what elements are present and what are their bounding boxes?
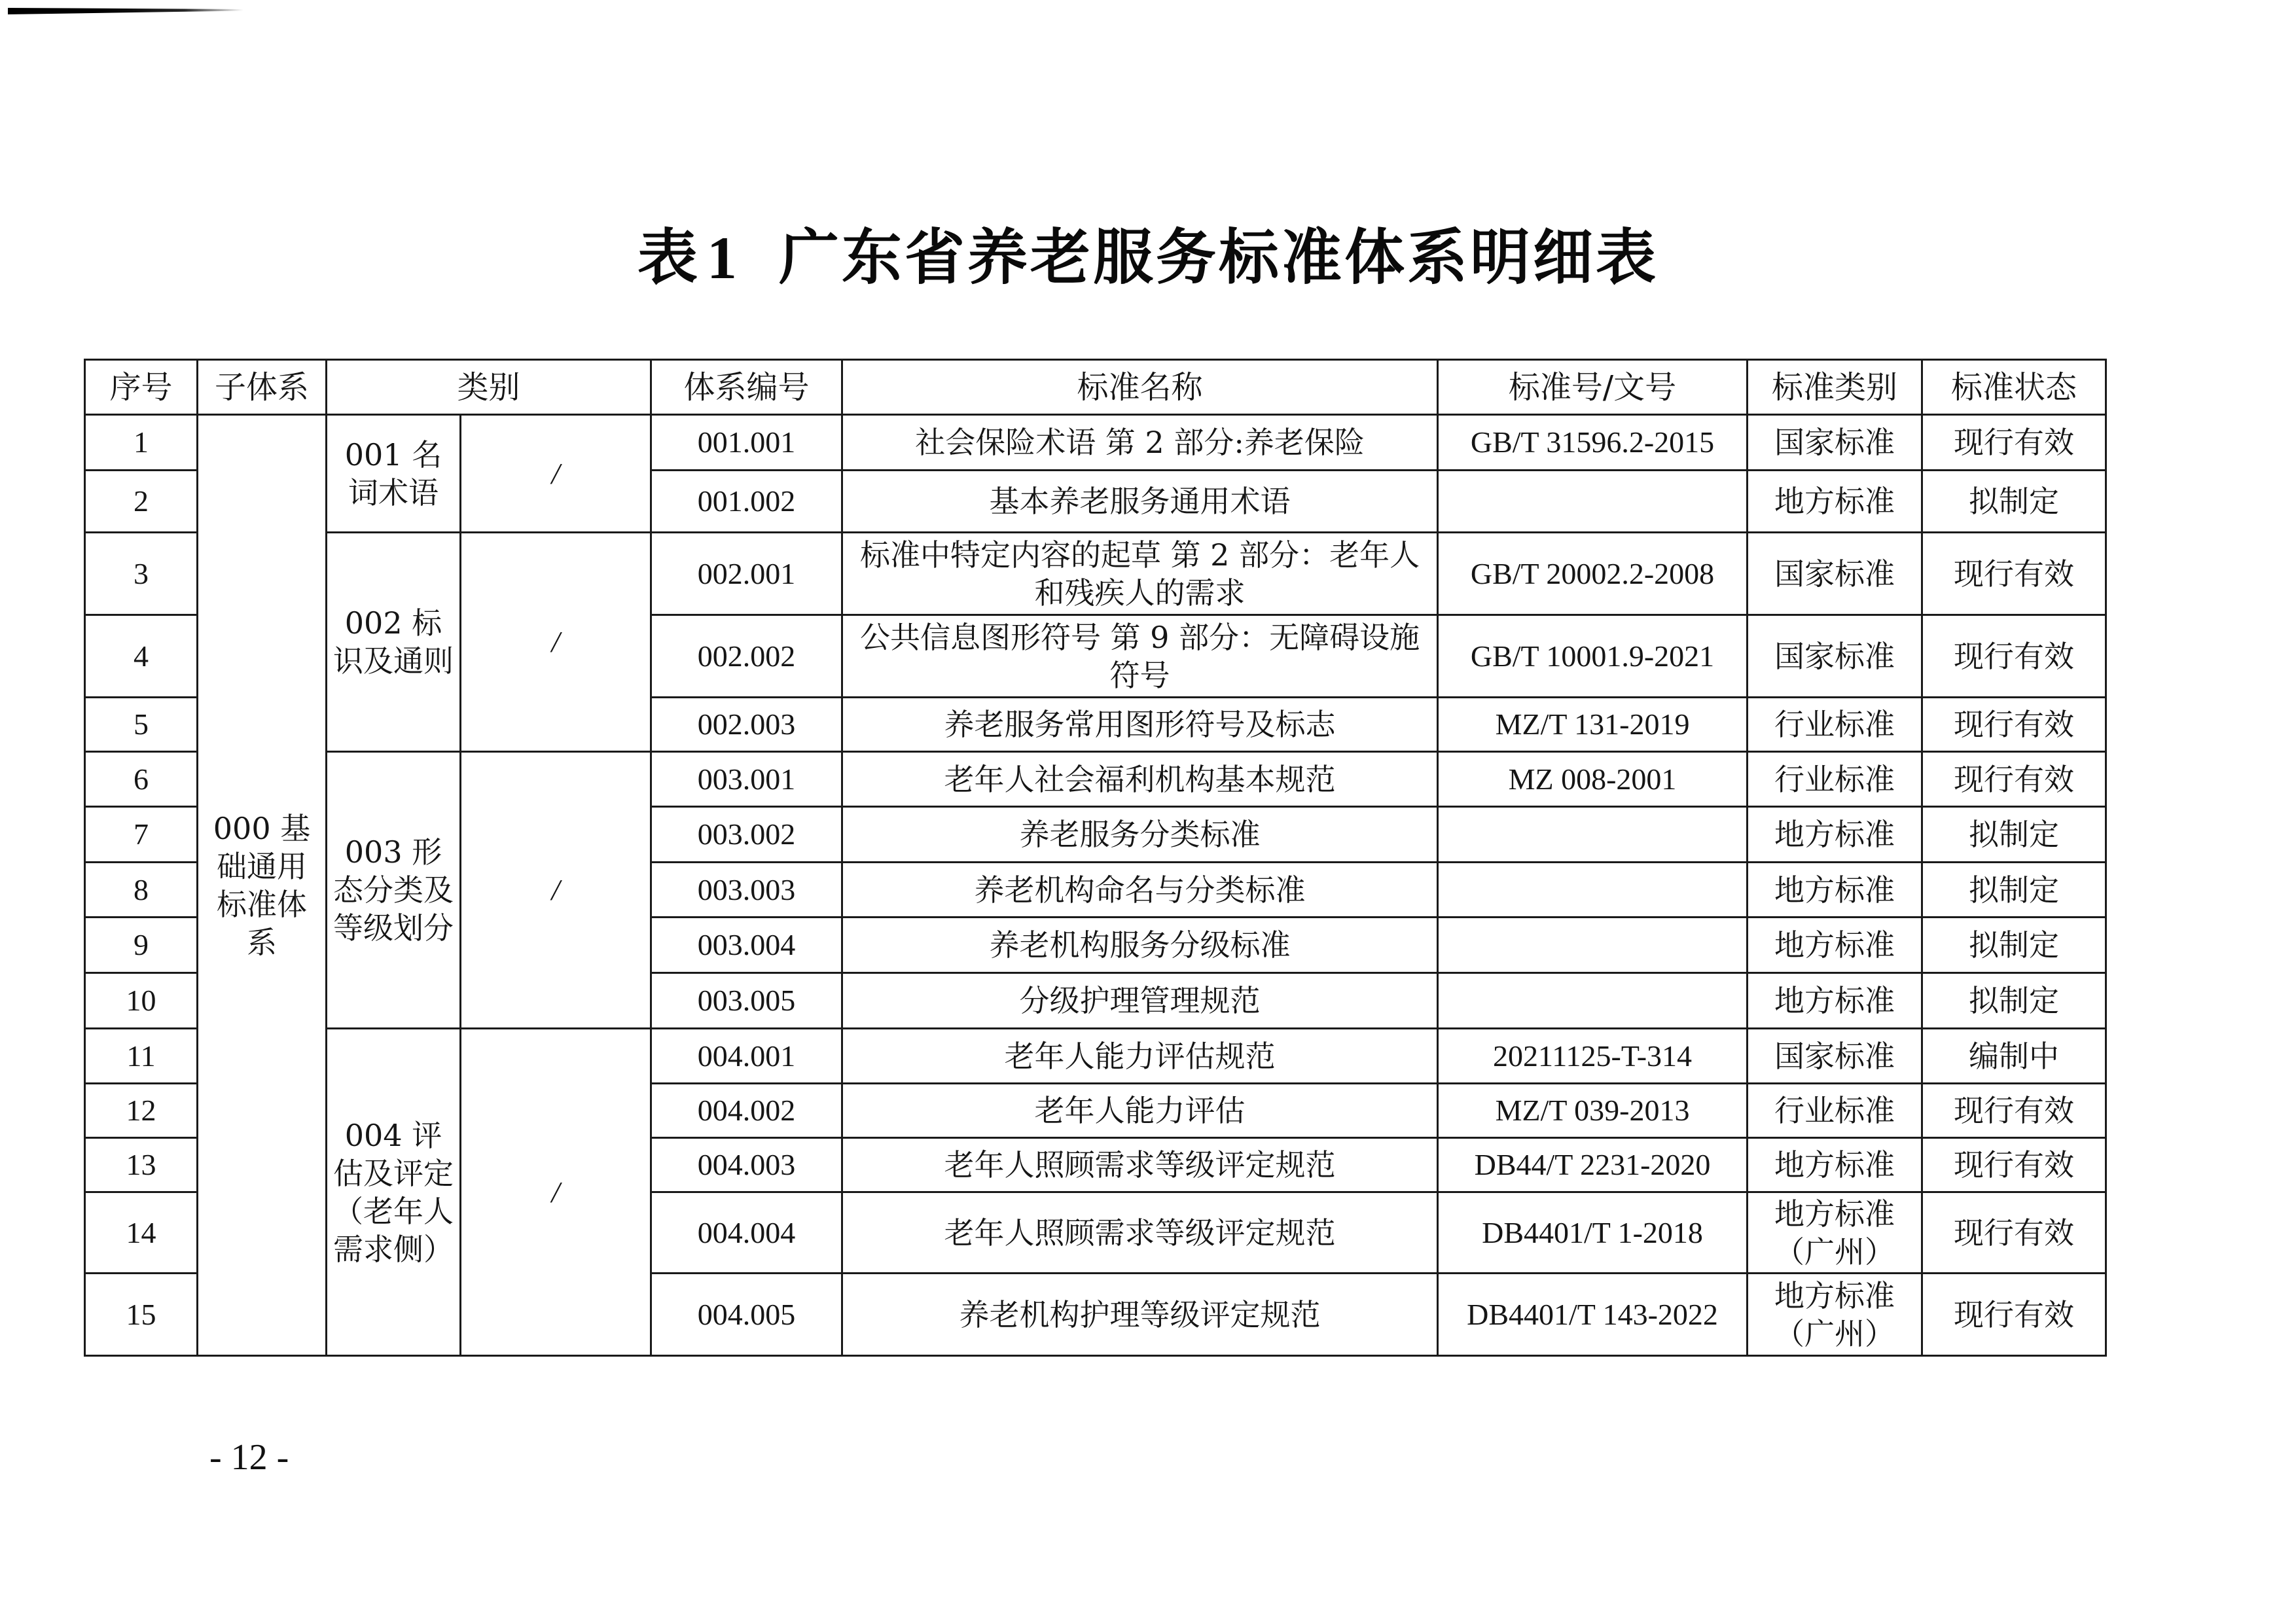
cell-name: 养老机构服务分级标准 [842,918,1438,973]
cell-code: 001.001 [651,415,842,471]
cell-standard-no: MZ/T 131-2019 [1438,698,1748,752]
cell-type: 地方标准 [1748,1138,1922,1192]
cell-status: 现行有效 [1922,1138,2106,1192]
cell-name: 公共信息图形符号 第 9 部分：无障碍设施符号 [842,615,1438,698]
cell-standard-no: GB/T 10001.9-2021 [1438,615,1748,698]
cell-name: 老年人社会福利机构基本规范 [842,752,1438,807]
cell-subcategory: / [461,533,651,752]
cell-standard-no [1438,918,1748,973]
cell-seq: 4 [85,615,198,698]
cell-seq: 6 [85,752,198,807]
cell-type: 地方标准 [1748,863,1922,918]
cell-standard-no [1438,863,1748,918]
cell-status: 现行有效 [1922,615,2106,698]
cell-name: 养老服务分类标准 [842,807,1438,863]
title-text: 广东省养老服务标准体系明细表 [779,223,1659,293]
title-number: 1 [707,224,740,291]
cell-seq: 7 [85,807,198,863]
cell-seq: 11 [85,1029,198,1084]
cell-name: 养老机构命名与分类标准 [842,863,1438,918]
cell-category: 003 形态分类及等级划分 [327,752,461,1029]
scan-edge-mark [8,8,243,14]
table-row [85,533,2106,615]
cell-standard-no: DB4401/T 143-2022 [1438,1274,1748,1356]
cell-code: 002.003 [651,698,842,752]
table-row [85,1029,2106,1084]
cell-code: 004.004 [651,1192,842,1274]
cell-type: 国家标准 [1748,415,1922,471]
cell-seq: 10 [85,973,198,1029]
cell-name: 老年人能力评估规范 [842,1029,1438,1084]
cell-status: 现行有效 [1922,698,2106,752]
page-title [0,209,2296,296]
cell-seq: 3 [85,533,198,615]
cell-type: 国家标准 [1748,533,1922,615]
cell-seq: 2 [85,471,198,533]
cell-seq: 8 [85,863,198,918]
header-subsystem: 子体系 [198,360,327,415]
cell-standard-no [1438,973,1748,1029]
cell-seq: 14 [85,1192,198,1274]
cell-type: 国家标准 [1748,615,1922,698]
header-standard-no: 标准号/文号 [1438,360,1748,415]
cell-seq: 1 [85,415,198,471]
cell-subcategory: / [461,752,651,1029]
cell-type: 地方标准 [1748,807,1922,863]
table-row [85,415,2106,471]
header-system-code: 体系编号 [651,360,842,415]
cell-code: 003.001 [651,752,842,807]
page-number: - 12 - [209,1437,289,1478]
cell-type: 地方标准（广州） [1748,1274,1922,1356]
cell-name: 标准中特定内容的起草 第 2 部分：老年人和残疾人的需求 [842,533,1438,615]
cell-seq: 12 [85,1084,198,1138]
cell-status: 拟制定 [1922,807,2106,863]
cell-code: 003.003 [651,863,842,918]
cell-status: 拟制定 [1922,471,2106,533]
cell-standard-no: MZ/T 039-2013 [1438,1084,1748,1138]
cell-code: 002.001 [651,533,842,615]
cell-type: 国家标准 [1748,1029,1922,1084]
header-category: 类别 [327,360,651,415]
cell-category: 002 标识及通则 [327,533,461,752]
cell-status: 现行有效 [1922,752,2106,807]
cell-standard-no: GB/T 20002.2-2008 [1438,533,1748,615]
cell-category: 001 名词术语 [327,415,461,533]
cell-seq: 5 [85,698,198,752]
table-header-row [85,360,2106,415]
cell-type: 地方标准 [1748,918,1922,973]
cell-type: 行业标准 [1748,752,1922,807]
cell-name: 养老机构护理等级评定规范 [842,1274,1438,1356]
cell-type: 地方标准 [1748,973,1922,1029]
cell-standard-no [1438,471,1748,533]
cell-status: 现行有效 [1922,1192,2106,1274]
cell-standard-no: DB44/T 2231-2020 [1438,1138,1748,1192]
cell-type: 地方标准 [1748,471,1922,533]
cell-category: 004 评估及评定（老年人需求侧） [327,1029,461,1356]
cell-status: 现行有效 [1922,415,2106,471]
cell-status: 现行有效 [1922,1274,2106,1356]
cell-status: 编制中 [1922,1029,2106,1084]
cell-status: 拟制定 [1922,863,2106,918]
header-standard-status: 标准状态 [1922,360,2106,415]
cell-subcategory: / [461,415,651,533]
cell-code: 004.001 [651,1029,842,1084]
cell-status: 拟制定 [1922,918,2106,973]
cell-name: 养老服务常用图形符号及标志 [842,698,1438,752]
table-row [85,752,2106,807]
standards-table [84,359,2107,1357]
cell-subsystem: 000 基础通用标准体系 [198,415,327,1356]
cell-seq: 15 [85,1274,198,1356]
cell-code: 003.002 [651,807,842,863]
cell-code: 001.002 [651,471,842,533]
cell-name: 分级护理管理规范 [842,973,1438,1029]
cell-standard-no: GB/T 31596.2-2015 [1438,415,1748,471]
cell-code: 003.004 [651,918,842,973]
cell-code: 003.005 [651,973,842,1029]
cell-seq: 9 [85,918,198,973]
cell-status: 现行有效 [1922,533,2106,615]
cell-status: 现行有效 [1922,1084,2106,1138]
cell-type: 地方标准（广州） [1748,1192,1922,1274]
header-standard-type: 标准类别 [1748,360,1922,415]
cell-standard-no: DB4401/T 1-2018 [1438,1192,1748,1274]
cell-seq: 13 [85,1138,198,1192]
header-standard-name: 标准名称 [842,360,1438,415]
cell-type: 行业标准 [1748,698,1922,752]
header-seq: 序号 [85,360,198,415]
cell-code: 004.003 [651,1138,842,1192]
cell-subcategory: / [461,1029,651,1356]
cell-code: 004.002 [651,1084,842,1138]
cell-name: 老年人能力评估 [842,1084,1438,1138]
cell-type: 行业标准 [1748,1084,1922,1138]
cell-name: 老年人照顾需求等级评定规范 [842,1138,1438,1192]
cell-standard-no: MZ 008-2001 [1438,752,1748,807]
cell-standard-no [1438,807,1748,863]
title-prefix: 表 [637,223,700,293]
cell-standard-no: 20211125-T-314 [1438,1029,1748,1084]
cell-status: 拟制定 [1922,973,2106,1029]
cell-code: 002.002 [651,615,842,698]
cell-name: 老年人照顾需求等级评定规范 [842,1192,1438,1274]
cell-name: 基本养老服务通用术语 [842,471,1438,533]
cell-name: 社会保险术语 第 2 部分:养老保险 [842,415,1438,471]
cell-code: 004.005 [651,1274,842,1356]
